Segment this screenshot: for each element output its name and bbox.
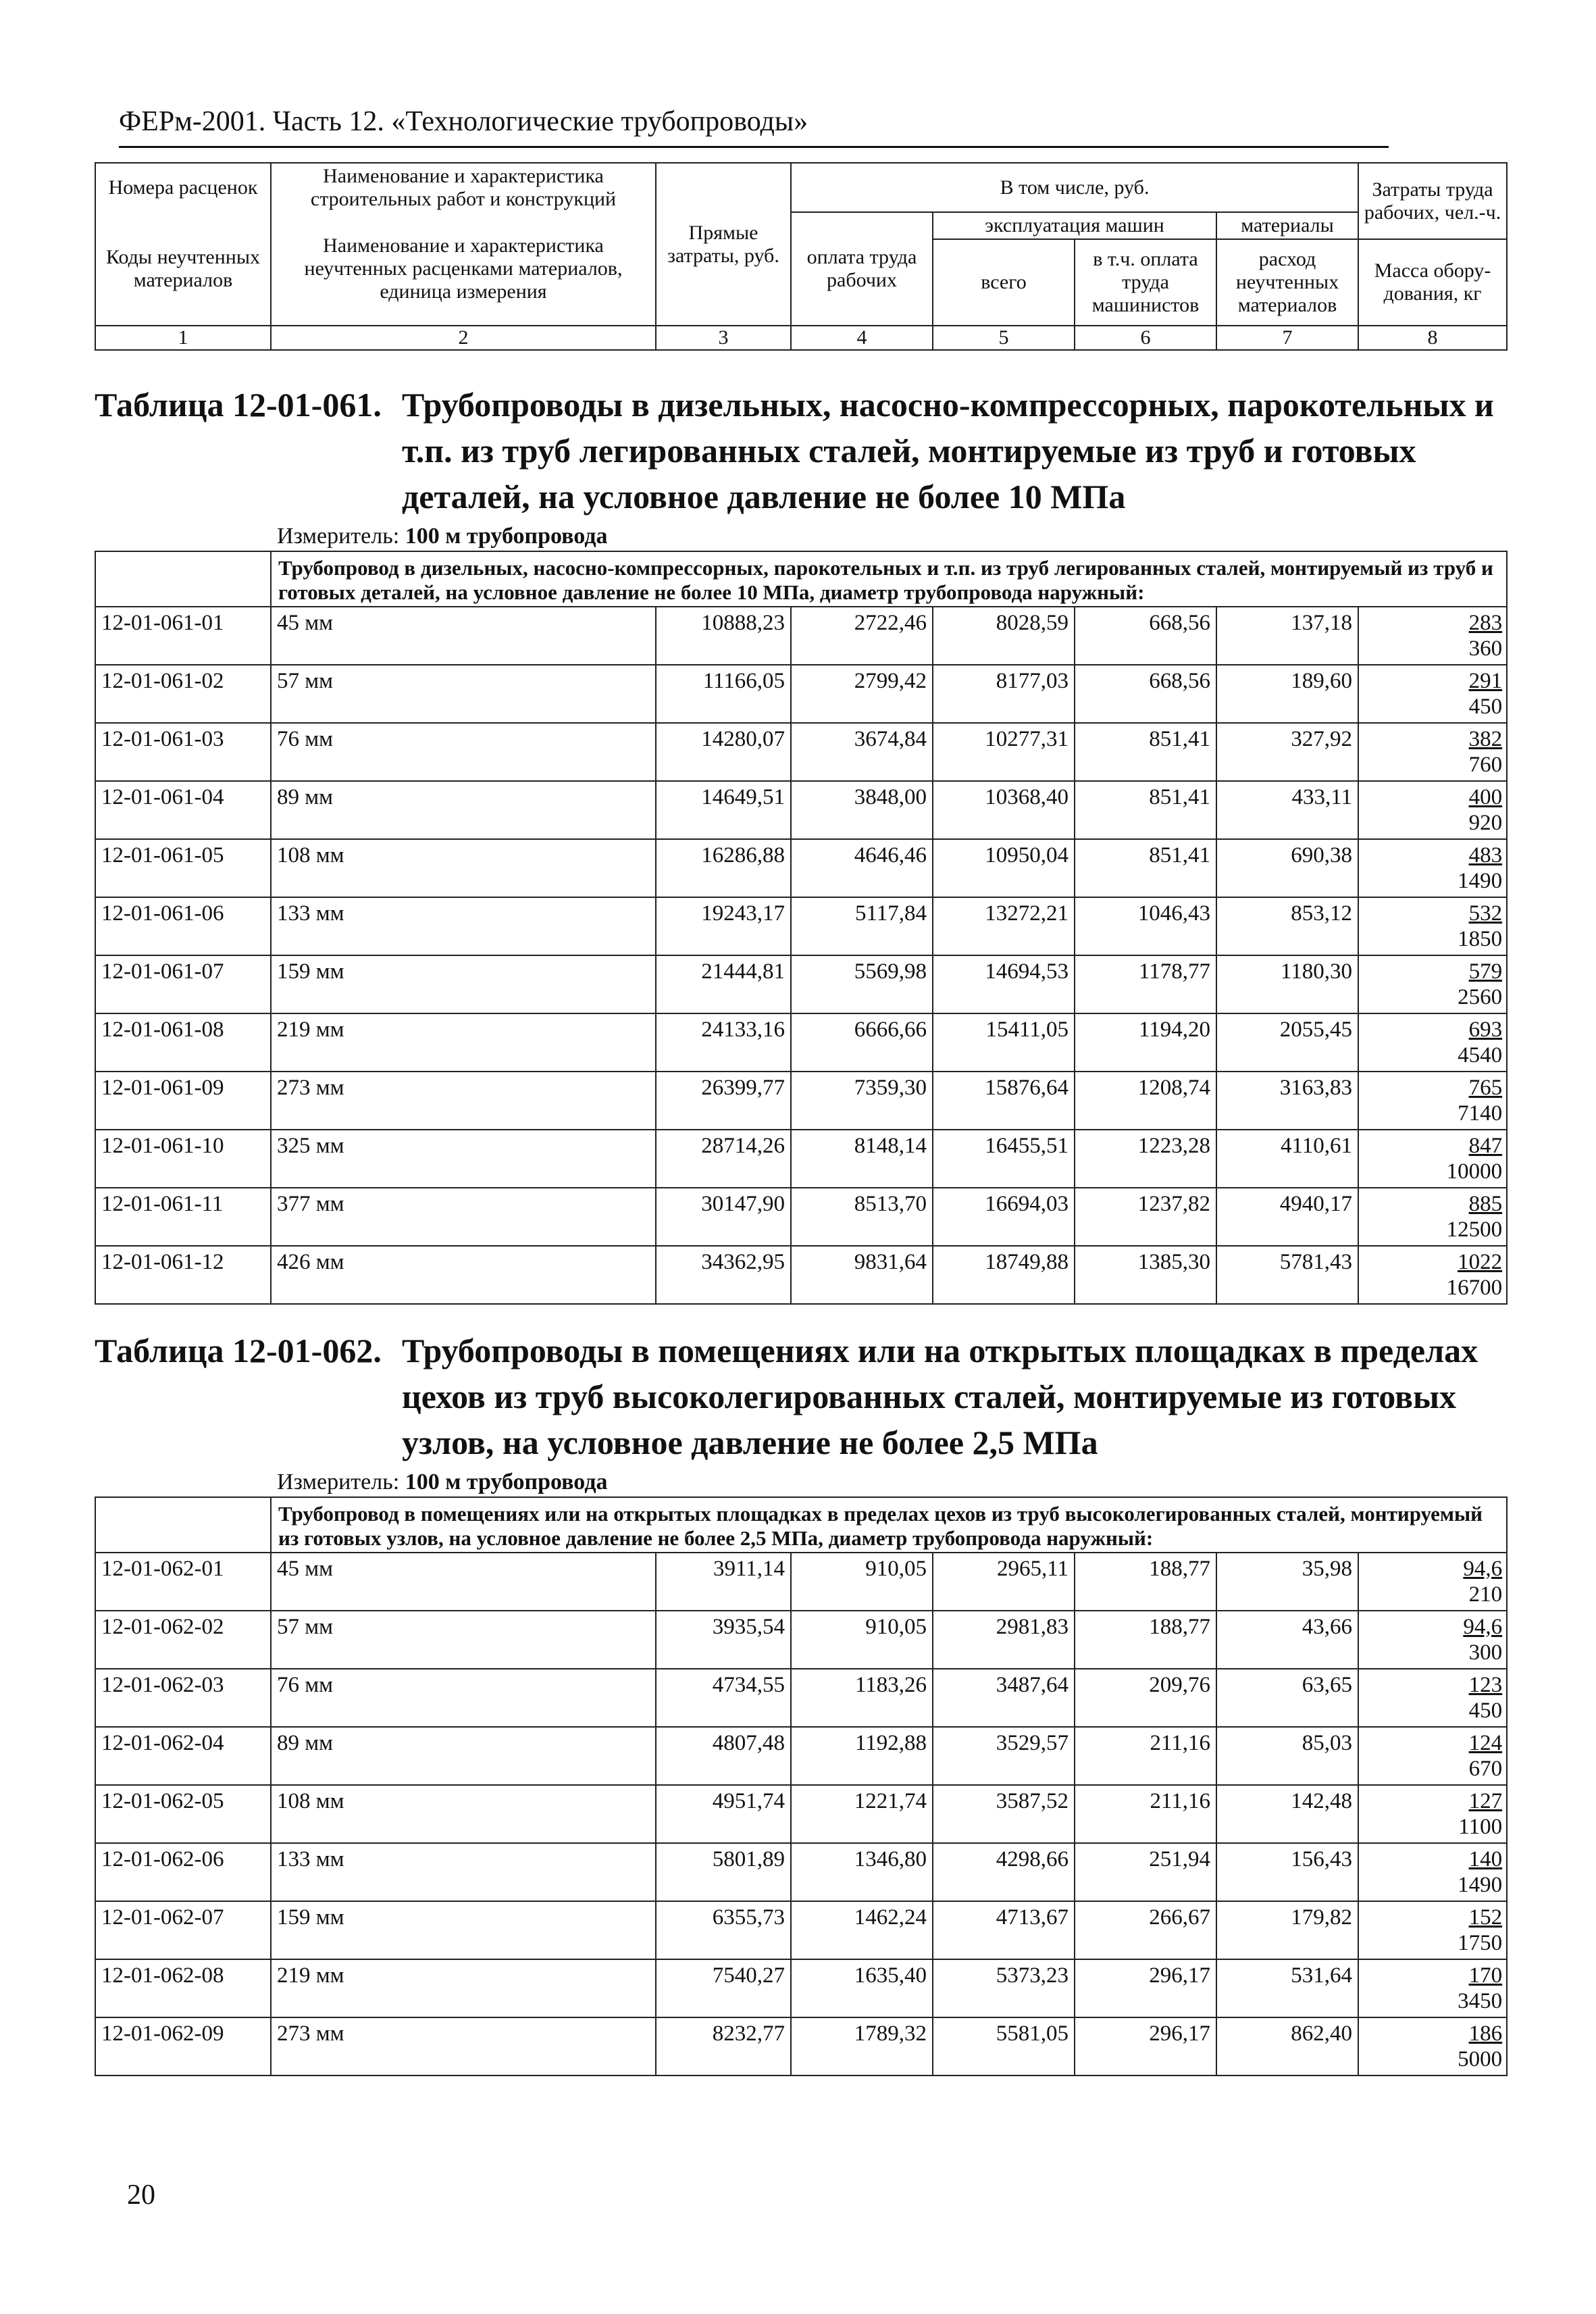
- equipment-mass: 2560: [1458, 985, 1503, 1009]
- labor-hours-mass: [1358, 607, 1507, 665]
- equipment-mass: 1490: [1458, 869, 1503, 893]
- direct-costs: 16286,88: [656, 839, 791, 897]
- labor-hours-mass: [1358, 1669, 1507, 1727]
- rate-code: 12-01-062-04: [95, 1727, 271, 1785]
- operators-pay: 668,56: [1075, 665, 1216, 723]
- labor-hours-mass: [1358, 1611, 1507, 1669]
- work-name: 377 мм: [271, 1188, 656, 1246]
- table-row: [95, 607, 1507, 665]
- table-row: [95, 1785, 1507, 1843]
- table-row: [95, 1959, 1507, 2017]
- direct-costs: 28714,26: [656, 1130, 791, 1188]
- labor-pay: 1462,24: [791, 1901, 933, 1959]
- machines-total: 2965,11: [933, 1553, 1075, 1611]
- col-number: 5: [933, 326, 1075, 350]
- page-header: ФЕРм-2001. Часть 12. «Технологические трубопроводы»: [119, 101, 1389, 148]
- rate-code: 12-01-062-03: [95, 1669, 271, 1727]
- labor-pay: 8148,14: [791, 1130, 933, 1188]
- labor-hours: 152: [1468, 1905, 1503, 1930]
- direct-costs: 24133,16: [656, 1013, 791, 1072]
- materials-cost: 137,18: [1216, 607, 1358, 665]
- work-name: 76 мм: [271, 723, 656, 781]
- materials-cost: 35,98: [1216, 1553, 1358, 1611]
- rate-code: 12-01-061-06: [95, 897, 271, 955]
- direct-costs: 10888,23: [656, 607, 791, 665]
- work-name: 57 мм: [271, 1611, 656, 1669]
- labor-pay: 5117,84: [791, 897, 933, 955]
- machines-total: 14694,53: [933, 955, 1075, 1013]
- labor-pay: 3848,00: [791, 781, 933, 839]
- direct-costs: 7540,27: [656, 1959, 791, 2017]
- col-operators-pay-header: в т.ч. оплата труда машинистов: [1075, 239, 1216, 326]
- work-name: 45 мм: [271, 1553, 656, 1611]
- table-row: [95, 1901, 1507, 1959]
- operators-pay: 1385,30: [1075, 1246, 1216, 1304]
- rate-code: 12-01-061-11: [95, 1188, 271, 1246]
- materials-cost: 189,60: [1216, 665, 1358, 723]
- operators-pay: 1223,28: [1075, 1130, 1216, 1188]
- direct-costs: 6355,73: [656, 1901, 791, 1959]
- table-label: Таблица 12-01-061.: [95, 386, 382, 424]
- col-material-codes-header: Коды неучтенных материалов: [95, 212, 271, 326]
- equipment-mass: 360: [1468, 636, 1503, 661]
- labor-hours: 400: [1468, 785, 1503, 809]
- table-row: [95, 1013, 1507, 1072]
- equipment-mass: 3450: [1458, 1989, 1503, 2013]
- direct-costs: 14280,07: [656, 723, 791, 781]
- direct-costs: 5801,89: [656, 1843, 791, 1901]
- meter-value: 100 м трубопровода: [405, 524, 608, 549]
- table-row: [95, 1553, 1507, 1611]
- materials-cost: 5781,43: [1216, 1246, 1358, 1304]
- operators-pay: 188,77: [1075, 1611, 1216, 1669]
- col-materials-header: материалы: [1216, 212, 1358, 239]
- data-table: [95, 551, 1508, 1305]
- col-material-use-header: расход неучтенных материалов: [1216, 239, 1358, 326]
- labor-pay: 910,05: [791, 1553, 933, 1611]
- col-machines-total-header: всего: [933, 239, 1075, 326]
- data-table-body: [95, 551, 1507, 1304]
- equipment-mass: 1850: [1458, 927, 1503, 951]
- equipment-mass: 12500: [1446, 1217, 1503, 1242]
- labor-pay: 5569,98: [791, 955, 933, 1013]
- direct-costs: 19243,17: [656, 897, 791, 955]
- subheader: Трубопровод в помещениях или на открытых площадках в пределах цехов из труб высоколегированных сталей, монтируемый из готовых узлов, на условное давление не более 2,5 МПа, диаметр трубопровода наружный:: [271, 1497, 1507, 1553]
- machines-total: 4713,67: [933, 1901, 1075, 1959]
- labor-pay: 3674,84: [791, 723, 933, 781]
- labor-hours-mass: [1358, 1843, 1507, 1901]
- data-table-body: [95, 1497, 1507, 2076]
- labor-hours: 1022: [1458, 1250, 1503, 1274]
- work-name: 273 мм: [271, 2017, 656, 2076]
- operators-pay: 296,17: [1075, 1959, 1216, 2017]
- column-header-table: [95, 162, 1508, 351]
- labor-hours-mass: [1358, 1246, 1507, 1304]
- col-rate-number-header: Номера расценок: [95, 163, 271, 212]
- labor-hours-mass: [1358, 1072, 1507, 1130]
- labor-hours: 127: [1468, 1789, 1503, 1813]
- table-row: [95, 723, 1507, 781]
- rate-code: 12-01-061-01: [95, 607, 271, 665]
- rate-code: 12-01-062-08: [95, 1959, 271, 2017]
- labor-pay: 2722,46: [791, 607, 933, 665]
- machines-total: 5373,23: [933, 1959, 1075, 2017]
- equipment-mass: 1490: [1458, 1873, 1503, 1897]
- direct-costs: 34362,95: [656, 1246, 791, 1304]
- labor-hours-mass: [1358, 897, 1507, 955]
- machines-total: 10368,40: [933, 781, 1075, 839]
- sub-blank: [95, 1497, 271, 1553]
- direct-costs: 3911,14: [656, 1553, 791, 1611]
- col-number: 1: [95, 326, 271, 350]
- work-name: 133 мм: [271, 1843, 656, 1901]
- equipment-mass: 210: [1468, 1582, 1503, 1607]
- work-name: 159 мм: [271, 955, 656, 1013]
- equipment-mass: 16700: [1446, 1276, 1503, 1300]
- col-equipment-mass-header: Масса обору-дования, кг: [1358, 239, 1507, 326]
- rate-code: 12-01-061-08: [95, 1013, 271, 1072]
- labor-hours-mass: [1358, 1013, 1507, 1072]
- equipment-mass: 1750: [1458, 1931, 1503, 1955]
- operators-pay: 851,41: [1075, 723, 1216, 781]
- direct-costs: 3935,54: [656, 1611, 791, 1669]
- col-number: 2: [271, 326, 656, 350]
- equipment-mass: 1100: [1458, 1815, 1503, 1839]
- col-labor-hours-header: Затраты труда рабочих, чел.-ч.: [1358, 163, 1507, 239]
- col-direct-costs-header: Прямые затраты, руб.: [656, 163, 791, 326]
- rate-code: 12-01-061-04: [95, 781, 271, 839]
- labor-hours-mass: [1358, 1959, 1507, 2017]
- materials-cost: 2055,45: [1216, 1013, 1358, 1072]
- machines-total: 3529,57: [933, 1727, 1075, 1785]
- labor-hours: 170: [1468, 1963, 1503, 1988]
- labor-pay: 910,05: [791, 1611, 933, 1669]
- rate-code: 12-01-061-12: [95, 1246, 271, 1304]
- work-name: 219 мм: [271, 1013, 656, 1072]
- direct-costs: 14649,51: [656, 781, 791, 839]
- labor-pay: 1789,32: [791, 2017, 933, 2076]
- rate-code: 12-01-062-05: [95, 1785, 271, 1843]
- materials-cost: 179,82: [1216, 1901, 1358, 1959]
- work-name: 89 мм: [271, 781, 656, 839]
- labor-hours: 885: [1468, 1192, 1503, 1216]
- labor-hours-mass: [1358, 1130, 1507, 1188]
- section-table-061: [95, 382, 1506, 1305]
- labor-hours-mass: [1358, 1901, 1507, 1959]
- equipment-mass: 10000: [1446, 1159, 1503, 1184]
- labor-hours-mass: [1358, 723, 1507, 781]
- table-row: [95, 1611, 1507, 1669]
- col-work-name-header: Наименование и характеристика строительных работ и конструкций: [271, 163, 656, 212]
- table-row: [95, 1188, 1507, 1246]
- direct-costs: 4807,48: [656, 1727, 791, 1785]
- operators-pay: 296,17: [1075, 2017, 1216, 2076]
- meter-value: 100 м трубопровода: [405, 1469, 608, 1494]
- materials-cost: 3163,83: [1216, 1072, 1358, 1130]
- operators-pay: 851,41: [1075, 781, 1216, 839]
- work-name: 219 мм: [271, 1959, 656, 2017]
- data-table: [95, 1496, 1508, 2076]
- labor-hours: 186: [1468, 2021, 1503, 2046]
- labor-pay: 8513,70: [791, 1188, 933, 1246]
- labor-hours-mass: [1358, 1727, 1507, 1785]
- operators-pay: 211,16: [1075, 1727, 1216, 1785]
- operators-pay: 251,94: [1075, 1843, 1216, 1901]
- direct-costs: 4951,74: [656, 1785, 791, 1843]
- table-label: Таблица 12-01-062.: [95, 1332, 382, 1369]
- table-title: [95, 382, 1506, 520]
- labor-hours: 765: [1468, 1076, 1503, 1100]
- work-name: 45 мм: [271, 607, 656, 665]
- table-title: [95, 1328, 1506, 1465]
- materials-cost: 853,12: [1216, 897, 1358, 955]
- labor-hours: 483: [1468, 843, 1503, 867]
- labor-hours: 283: [1468, 611, 1503, 635]
- operators-pay: 188,77: [1075, 1553, 1216, 1611]
- labor-hours-mass: [1358, 1785, 1507, 1843]
- labor-hours: 693: [1468, 1017, 1503, 1042]
- labor-pay: 1192,88: [791, 1727, 933, 1785]
- labor-hours-mass: [1358, 665, 1507, 723]
- operators-pay: 211,16: [1075, 1785, 1216, 1843]
- machines-total: 8177,03: [933, 665, 1075, 723]
- col-number: 6: [1075, 326, 1216, 350]
- labor-pay: 1221,74: [791, 1785, 933, 1843]
- machines-total: 4298,66: [933, 1843, 1075, 1901]
- col-labor-pay-header: оплата труда рабочих: [791, 212, 933, 326]
- work-name: 76 мм: [271, 1669, 656, 1727]
- direct-costs: 30147,90: [656, 1188, 791, 1246]
- labor-pay: 9831,64: [791, 1246, 933, 1304]
- equipment-mass: 4540: [1458, 1043, 1503, 1067]
- labor-hours: 847: [1468, 1134, 1503, 1158]
- operators-pay: 209,76: [1075, 1669, 1216, 1727]
- materials-cost: 1180,30: [1216, 955, 1358, 1013]
- labor-hours: 94,6: [1463, 1615, 1503, 1639]
- work-name: 108 мм: [271, 1785, 656, 1843]
- direct-costs: 26399,77: [656, 1072, 791, 1130]
- operators-pay: 1237,82: [1075, 1188, 1216, 1246]
- machines-total: 10277,31: [933, 723, 1075, 781]
- col-number: 8: [1358, 326, 1507, 350]
- rate-code: 12-01-062-02: [95, 1611, 271, 1669]
- materials-cost: 142,48: [1216, 1785, 1358, 1843]
- rate-code: 12-01-061-07: [95, 955, 271, 1013]
- materials-cost: 433,11: [1216, 781, 1358, 839]
- work-name: 325 мм: [271, 1130, 656, 1188]
- equipment-mass: 450: [1468, 1699, 1503, 1723]
- labor-hours-mass: [1358, 1553, 1507, 1611]
- machines-total: 5581,05: [933, 2017, 1075, 2076]
- table-row: [95, 1130, 1507, 1188]
- table-row: [95, 955, 1507, 1013]
- meter: [277, 522, 1506, 551]
- table-row: [95, 1246, 1507, 1304]
- labor-hours: 123: [1468, 1673, 1503, 1697]
- rate-code: 12-01-061-02: [95, 665, 271, 723]
- rate-code: 12-01-061-10: [95, 1130, 271, 1188]
- table-row: [95, 1727, 1507, 1785]
- operators-pay: 1046,43: [1075, 897, 1216, 955]
- equipment-mass: 760: [1468, 753, 1503, 777]
- labor-hours: 532: [1468, 901, 1503, 926]
- work-name: 89 мм: [271, 1727, 656, 1785]
- labor-hours: 579: [1468, 959, 1503, 984]
- labor-pay: 2799,42: [791, 665, 933, 723]
- col-number: 7: [1216, 326, 1358, 350]
- labor-hours-mass: [1358, 781, 1507, 839]
- operators-pay: 1194,20: [1075, 1013, 1216, 1072]
- machines-total: 2981,83: [933, 1611, 1075, 1669]
- table-heading: Трубопроводы в помещениях или на открытых площадках в пределах цехов из труб высоколегированных сталей, монтируемые из готовых узлов, на условное давление не более 2,5 МПа: [402, 1332, 1478, 1461]
- rate-code: 12-01-062-01: [95, 1553, 271, 1611]
- table-row: [95, 665, 1507, 723]
- operators-pay: 1178,77: [1075, 955, 1216, 1013]
- labor-pay: 1346,80: [791, 1843, 933, 1901]
- rate-code: 12-01-062-09: [95, 2017, 271, 2076]
- col-machines-header: эксплуатация машин: [933, 212, 1216, 239]
- rate-code: 12-01-062-07: [95, 1901, 271, 1959]
- labor-pay: 1183,26: [791, 1669, 933, 1727]
- work-name: 426 мм: [271, 1246, 656, 1304]
- work-name: 57 мм: [271, 665, 656, 723]
- machines-total: 3487,64: [933, 1669, 1075, 1727]
- rate-code: 12-01-061-03: [95, 723, 271, 781]
- materials-cost: 43,66: [1216, 1611, 1358, 1669]
- rate-code: 12-01-061-09: [95, 1072, 271, 1130]
- equipment-mass: 920: [1468, 811, 1503, 835]
- labor-hours-mass: [1358, 2017, 1507, 2076]
- machines-total: 8028,59: [933, 607, 1075, 665]
- machines-total: 13272,21: [933, 897, 1075, 955]
- materials-cost: 531,64: [1216, 1959, 1358, 2017]
- labor-pay: 1635,40: [791, 1959, 933, 2017]
- labor-hours: 94,6: [1463, 1557, 1503, 1581]
- subheader: Трубопровод в дизельных, насосно-компрессорных, парокотельных и т.п. из труб легированных сталей, монтируемый из труб и готовых деталей, на условное давление не более 10 МПа, диаметр трубопровода наружный:: [271, 551, 1507, 607]
- table-row: [95, 2017, 1507, 2076]
- labor-hours-mass: [1358, 839, 1507, 897]
- meter-label: Измеритель:: [277, 524, 400, 549]
- materials-cost: 4110,61: [1216, 1130, 1358, 1188]
- materials-cost: 63,65: [1216, 1669, 1358, 1727]
- machines-total: 15876,64: [933, 1072, 1075, 1130]
- labor-pay: 4646,46: [791, 839, 933, 897]
- table-row: [95, 781, 1507, 839]
- meter: [277, 1468, 1506, 1496]
- col-number: 4: [791, 326, 933, 350]
- table-heading: Трубопроводы в дизельных, насосно-компрессорных, парокотельных и т.п. из труб легированных сталей, монтируемые из труб и готовых деталей, на условное давление не более 10 МПа: [402, 386, 1494, 515]
- materials-cost: 690,38: [1216, 839, 1358, 897]
- page-number: 20: [127, 2180, 155, 2211]
- equipment-mass: 5000: [1458, 2047, 1503, 2071]
- work-name: 133 мм: [271, 897, 656, 955]
- operators-pay: 266,67: [1075, 1901, 1216, 1959]
- labor-hours: 382: [1468, 727, 1503, 751]
- machines-total: 3587,52: [933, 1785, 1075, 1843]
- rate-code: 12-01-062-06: [95, 1843, 271, 1901]
- materials-cost: 156,43: [1216, 1843, 1358, 1901]
- materials-cost: 4940,17: [1216, 1188, 1358, 1246]
- col-material-name-header: Наименование и характеристика неучтенных расценками материалов, единица измерения: [271, 212, 656, 326]
- direct-costs: 4734,55: [656, 1669, 791, 1727]
- equipment-mass: 7140: [1458, 1101, 1503, 1126]
- operators-pay: 668,56: [1075, 607, 1216, 665]
- table-row: [95, 839, 1507, 897]
- table-row: [95, 897, 1507, 955]
- work-name: 273 мм: [271, 1072, 656, 1130]
- materials-cost: 862,40: [1216, 2017, 1358, 2076]
- sub-blank: [95, 551, 271, 607]
- machines-total: 10950,04: [933, 839, 1075, 897]
- work-name: 108 мм: [271, 839, 656, 897]
- direct-costs: 11166,05: [656, 665, 791, 723]
- labor-hours-mass: [1358, 1188, 1507, 1246]
- materials-cost: 327,92: [1216, 723, 1358, 781]
- materials-cost: 85,03: [1216, 1727, 1358, 1785]
- labor-hours: 124: [1468, 1731, 1503, 1755]
- operators-pay: 851,41: [1075, 839, 1216, 897]
- table-row: [95, 1843, 1507, 1901]
- col-number: 3: [656, 326, 791, 350]
- table-row: [95, 1669, 1507, 1727]
- col-group-header: В том числе, руб.: [791, 163, 1358, 212]
- section-table-062: [95, 1328, 1506, 2076]
- labor-hours: 140: [1468, 1847, 1503, 1871]
- rate-code: 12-01-061-05: [95, 839, 271, 897]
- direct-costs: 8232,77: [656, 2017, 791, 2076]
- meter-label: Измеритель:: [277, 1469, 400, 1494]
- equipment-mass: 300: [1468, 1640, 1503, 1665]
- machines-total: 16455,51: [933, 1130, 1075, 1188]
- machines-total: 15411,05: [933, 1013, 1075, 1072]
- direct-costs: 21444,81: [656, 955, 791, 1013]
- equipment-mass: 670: [1468, 1757, 1503, 1781]
- labor-hours: 291: [1468, 669, 1503, 693]
- table-row: [95, 1072, 1507, 1130]
- labor-hours-mass: [1358, 955, 1507, 1013]
- work-name: 159 мм: [271, 1901, 656, 1959]
- labor-pay: 7359,30: [791, 1072, 933, 1130]
- equipment-mass: 450: [1468, 695, 1503, 719]
- labor-pay: 6666,66: [791, 1013, 933, 1072]
- machines-total: 16694,03: [933, 1188, 1075, 1246]
- operators-pay: 1208,74: [1075, 1072, 1216, 1130]
- machines-total: 18749,88: [933, 1246, 1075, 1304]
